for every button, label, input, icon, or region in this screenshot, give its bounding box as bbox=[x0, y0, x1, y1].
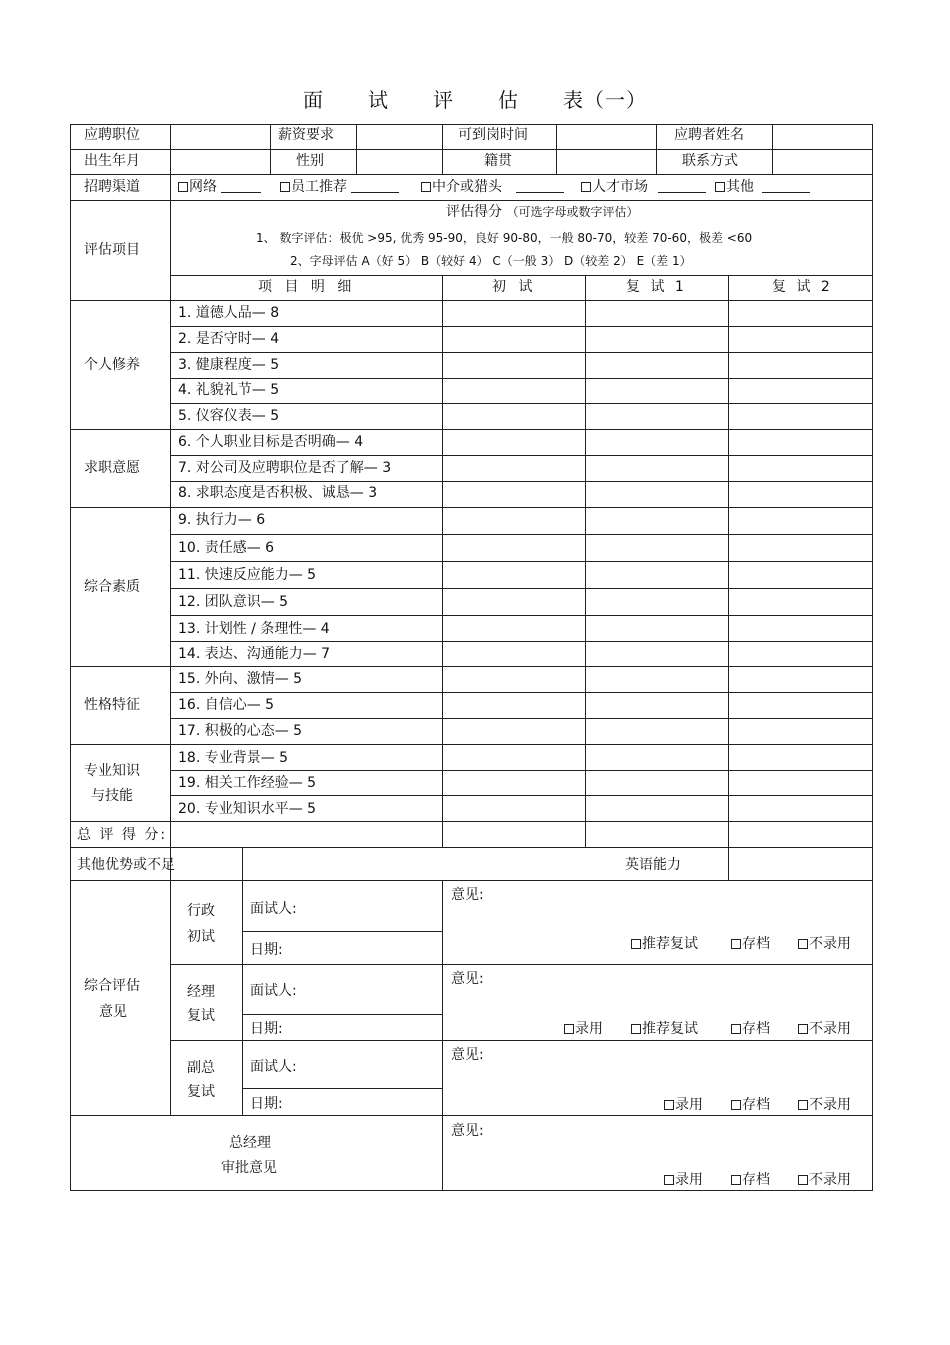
blank-line bbox=[762, 180, 810, 193]
option-checkbox[interactable] bbox=[798, 1021, 851, 1037]
checkbox-icon[interactable] bbox=[631, 939, 641, 949]
blank-line bbox=[516, 180, 564, 193]
eval-item: 7. 对公司及应聘职位是否了解— 3 bbox=[178, 460, 392, 476]
scoring-rule-letter: 2、字母评估 A（好 5） B（较好 4） C（一般 3） D（较差 2） E（差 1） bbox=[290, 254, 692, 268]
round-name: 行政 bbox=[187, 903, 215, 919]
score-title bbox=[446, 204, 638, 220]
option-checkbox[interactable] bbox=[798, 1097, 851, 1113]
channel-option[interactable] bbox=[421, 179, 564, 195]
option-checkbox[interactable] bbox=[631, 1021, 698, 1037]
review-label: 综合评估 bbox=[84, 978, 140, 994]
label-eval-items: 评估项目 bbox=[84, 242, 140, 258]
round-name: 初试 bbox=[187, 929, 215, 945]
round-name: 复试 bbox=[187, 1084, 215, 1100]
date-label: 日期: bbox=[250, 942, 283, 958]
opinion-label: 意见: bbox=[451, 1047, 484, 1063]
group-label: 综合素质 bbox=[84, 579, 140, 595]
review-label: 意见 bbox=[99, 1004, 127, 1020]
english-label: 英语能力 bbox=[625, 857, 681, 873]
eval-item: 20. 专业知识水平— 5 bbox=[178, 801, 317, 817]
group-label: 个人修养 bbox=[84, 357, 140, 373]
eval-item: 3. 健康程度— 5 bbox=[178, 357, 280, 373]
interviewer-label: 面试人: bbox=[250, 1059, 297, 1075]
option-label: 网络 bbox=[189, 179, 217, 195]
gm-label: 审批意见 bbox=[221, 1160, 277, 1176]
eval-item: 19. 相关工作经验— 5 bbox=[178, 775, 317, 791]
checkbox-icon[interactable] bbox=[731, 1100, 741, 1110]
col-item-detail: 项 目 明 细 bbox=[258, 279, 356, 295]
option-label: 推荐复试 bbox=[642, 936, 698, 952]
option-checkbox[interactable] bbox=[731, 936, 770, 952]
label-birth: 出生年月 bbox=[84, 153, 140, 169]
option-label: 存档 bbox=[742, 936, 770, 952]
opinion-label: 意见: bbox=[451, 887, 484, 903]
total-score-label: 总 评 得 分: bbox=[77, 827, 168, 843]
group-label: 与技能 bbox=[91, 788, 133, 804]
checkbox-icon[interactable] bbox=[798, 1100, 808, 1110]
other-label: 其他优势或不足 bbox=[77, 857, 175, 873]
option-checkbox[interactable] bbox=[798, 1172, 851, 1188]
option-checkbox[interactable] bbox=[664, 1097, 703, 1113]
option-label: 存档 bbox=[742, 1021, 770, 1037]
eval-item: 14. 表达、沟通能力— 7 bbox=[178, 646, 331, 662]
score-note: （可选字母或数字评估） bbox=[506, 205, 639, 219]
blank-line bbox=[351, 180, 399, 193]
round-name: 经理 bbox=[187, 984, 215, 1000]
option-label: 中介或猎头 bbox=[432, 179, 502, 195]
title-char: 试 bbox=[368, 88, 389, 112]
label-salary: 薪资要求 bbox=[278, 127, 334, 143]
eval-item: 8. 求职态度是否积极、诚恳— 3 bbox=[178, 485, 378, 501]
eval-item: 15. 外向、激情— 5 bbox=[178, 671, 303, 687]
label-contact: 联系方式 bbox=[682, 153, 738, 169]
option-checkbox[interactable] bbox=[564, 1021, 603, 1037]
opinion-label: 意见: bbox=[451, 971, 484, 987]
option-label: 录用 bbox=[675, 1097, 703, 1113]
gm-label: 总经理 bbox=[229, 1135, 271, 1151]
eval-item: 17. 积极的心态— 5 bbox=[178, 723, 303, 739]
date-label: 日期: bbox=[250, 1096, 283, 1112]
eval-item: 5. 仪容仪表— 5 bbox=[178, 408, 280, 424]
option-label: 不录用 bbox=[809, 1097, 851, 1113]
eval-item: 18. 专业背景— 5 bbox=[178, 750, 289, 766]
eval-item: 1. 道德人品— 8 bbox=[178, 305, 280, 321]
eval-item: 6. 个人职业目标是否明确— 4 bbox=[178, 434, 364, 450]
checkbox-icon[interactable] bbox=[664, 1100, 674, 1110]
title-char: 表（一） bbox=[563, 88, 647, 112]
opinion-label: 意见: bbox=[451, 1123, 484, 1139]
option-label: 录用 bbox=[675, 1172, 703, 1188]
title-char: 评 bbox=[433, 88, 454, 112]
checkbox-icon[interactable] bbox=[421, 182, 431, 192]
eval-item: 9. 执行力— 6 bbox=[178, 512, 266, 528]
label-channel: 招聘渠道 bbox=[84, 179, 140, 195]
option-checkbox[interactable] bbox=[664, 1172, 703, 1188]
group-label: 性格特征 bbox=[84, 697, 140, 713]
eval-item: 16. 自信心— 5 bbox=[178, 697, 275, 713]
col-second-interview: 复 试 1 bbox=[626, 279, 687, 295]
option-checkbox[interactable] bbox=[798, 936, 851, 952]
checkbox-icon[interactable] bbox=[798, 939, 808, 949]
eval-item: 12. 团队意识— 5 bbox=[178, 594, 289, 610]
checkbox-icon[interactable] bbox=[664, 1175, 674, 1185]
option-label: 不录用 bbox=[809, 1021, 851, 1037]
label-start-date: 可到岗时间 bbox=[458, 127, 528, 143]
eval-item: 10. 责任感— 6 bbox=[178, 540, 275, 556]
interviewer-label: 面试人: bbox=[250, 901, 297, 917]
label-applicant-name: 应聘者姓名 bbox=[674, 127, 744, 143]
date-label: 日期: bbox=[250, 1021, 283, 1037]
option-label: 录用 bbox=[575, 1021, 603, 1037]
checkbox-icon[interactable] bbox=[798, 1175, 808, 1185]
eval-item: 11. 快速反应能力— 5 bbox=[178, 567, 317, 583]
channel-option[interactable] bbox=[280, 179, 399, 195]
blank-line bbox=[658, 180, 706, 193]
option-label: 人才市场 bbox=[592, 179, 648, 195]
checkbox-icon[interactable] bbox=[731, 939, 741, 949]
option-label: 推荐复试 bbox=[642, 1021, 698, 1037]
label-origin: 籍贯 bbox=[484, 153, 512, 169]
channel-option[interactable] bbox=[715, 179, 810, 195]
col-first-interview: 初 试 bbox=[492, 279, 537, 295]
scoring-rule-numeric: 1、 数字评估：极优 >95, 优秀 95-90，良好 90-80，一般 80-70，较差 70-60，极差 <60 bbox=[256, 231, 753, 245]
round-name: 复试 bbox=[187, 1008, 215, 1024]
checkbox-icon[interactable] bbox=[731, 1175, 741, 1185]
option-checkbox[interactable] bbox=[731, 1097, 770, 1113]
channel-option[interactable] bbox=[581, 179, 706, 195]
checkbox-icon[interactable] bbox=[731, 1024, 741, 1034]
checkbox-icon[interactable] bbox=[280, 182, 290, 192]
title-char: 面 bbox=[303, 88, 324, 112]
label-gender: 性别 bbox=[296, 153, 324, 169]
option-label: 不录用 bbox=[809, 1172, 851, 1188]
option-label: 存档 bbox=[742, 1172, 770, 1188]
option-checkbox[interactable] bbox=[731, 1021, 770, 1037]
checkbox-icon[interactable] bbox=[581, 182, 591, 192]
eval-item: 4. 礼貌礼节— 5 bbox=[178, 382, 280, 398]
label-position: 应聘职位 bbox=[84, 127, 140, 143]
checkbox-icon[interactable] bbox=[798, 1024, 808, 1034]
eval-item: 13. 计划性 / 条理性— 4 bbox=[178, 621, 330, 637]
round-name: 副总 bbox=[187, 1060, 215, 1076]
channel-option[interactable] bbox=[178, 179, 261, 195]
score-title-text: 评估得分 bbox=[446, 204, 502, 220]
option-label: 不录用 bbox=[809, 936, 851, 952]
option-checkbox[interactable] bbox=[631, 936, 698, 952]
option-label: 其他 bbox=[726, 179, 754, 195]
checkbox-icon[interactable] bbox=[715, 182, 725, 192]
option-label: 员工推荐 bbox=[291, 179, 347, 195]
option-checkbox[interactable] bbox=[731, 1172, 770, 1188]
eval-item: 2. 是否守时— 4 bbox=[178, 331, 280, 347]
interviewer-label: 面试人: bbox=[250, 983, 297, 999]
checkbox-icon[interactable] bbox=[178, 182, 188, 192]
group-label: 求职意愿 bbox=[84, 460, 140, 476]
title-char: 估 bbox=[498, 88, 519, 112]
group-label: 专业知识 bbox=[84, 763, 140, 779]
option-label: 存档 bbox=[742, 1097, 770, 1113]
blank-line bbox=[221, 180, 261, 193]
checkbox-icon[interactable] bbox=[631, 1024, 641, 1034]
checkbox-icon[interactable] bbox=[564, 1024, 574, 1034]
col-third-interview: 复 试 2 bbox=[772, 279, 833, 295]
